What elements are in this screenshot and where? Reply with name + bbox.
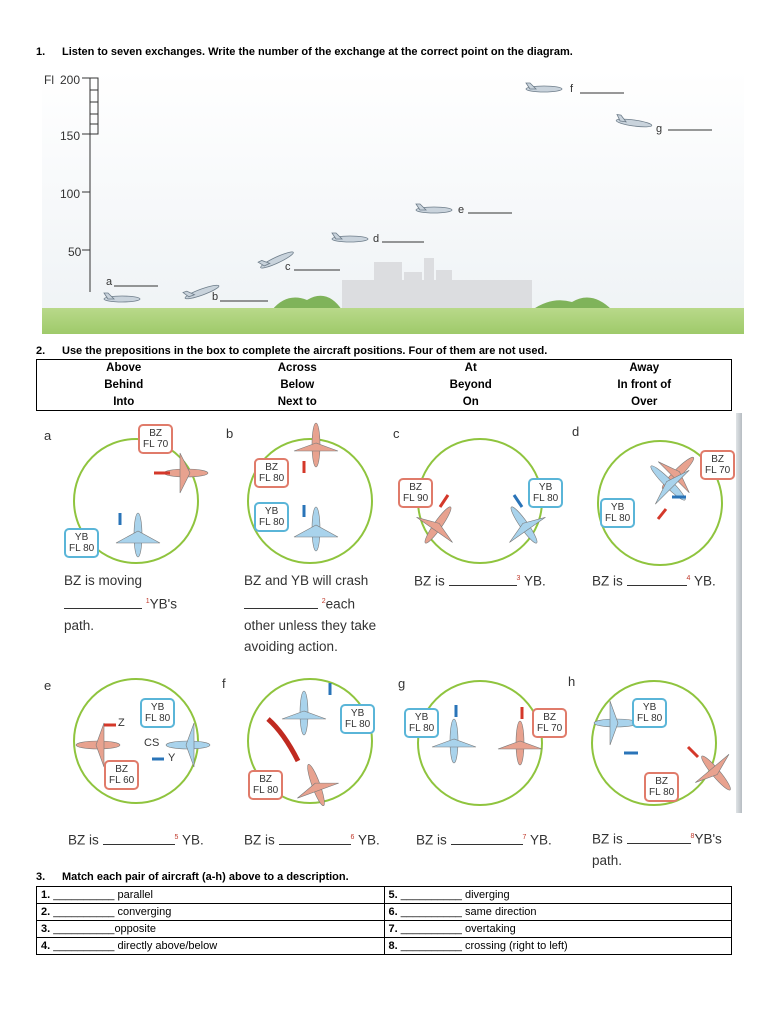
answer-blank[interactable]: __________ xyxy=(53,906,115,918)
panel-letter: d xyxy=(572,424,580,439)
answer-blank[interactable]: __________ xyxy=(53,923,115,935)
answer-blank[interactable]: __________ xyxy=(53,889,115,901)
curved-arrow-icon xyxy=(268,719,298,761)
panel-letter: e xyxy=(44,678,52,693)
yb-tag: YB FL 80 xyxy=(404,708,439,738)
bz-tag: BZ FL 70 xyxy=(532,708,567,738)
preposition-word: In front of xyxy=(617,379,672,391)
question-number: 1. xyxy=(36,46,46,58)
yb-tag: YB FL 80 xyxy=(254,502,289,532)
plane-label: c xyxy=(285,261,291,273)
caption-h: BZ is $^8$YB's path. xyxy=(592,826,742,871)
bz-tag: BZ FL 70 xyxy=(138,424,173,454)
panel-letter: f xyxy=(222,676,226,691)
panel-letter: c xyxy=(393,426,400,441)
yb-tag: YB FL 80 xyxy=(528,478,563,508)
question-text: Match each pair of aircraft (a-h) above to a description. xyxy=(62,871,349,883)
tick-label: 100 xyxy=(60,187,81,201)
altitude-diagram xyxy=(42,70,744,334)
yb-tag: YB FL 80 xyxy=(140,698,175,728)
plane-icon xyxy=(116,513,160,557)
answer-blank[interactable]: __________ xyxy=(53,940,115,952)
question-number: 3. xyxy=(36,871,46,883)
question-1 xyxy=(36,46,573,58)
preposition-word: Into xyxy=(113,396,135,408)
plane-icon xyxy=(294,423,338,467)
panel-letter: g xyxy=(398,676,406,691)
plane-label: a xyxy=(106,276,113,288)
panel-letter: h xyxy=(568,674,576,689)
caption-a: BZ is moving $^1$YB's path. xyxy=(64,573,178,633)
table-row: 4. __________ directly above/below 8. __________ crossing (right to left) xyxy=(37,938,732,955)
answer-blank[interactable]: __________ xyxy=(400,940,462,952)
bz-tag: BZ FL 60 xyxy=(104,760,139,790)
table-row: 1. __________ parallel 5. __________ diverging xyxy=(37,887,732,904)
arrow-down-left-icon xyxy=(658,509,666,519)
label-z: Z xyxy=(118,717,125,729)
plane-icon xyxy=(282,691,326,735)
caption-f: BZ is $^6$ YB. xyxy=(244,827,404,851)
arrow-up-left-icon xyxy=(514,495,522,507)
preposition-box xyxy=(36,359,732,411)
arrow-down-right-icon xyxy=(688,747,698,757)
question-text: Listen to seven exchanges. Write the number of the exchange at the correct point on the diagram. xyxy=(62,46,573,58)
bz-tag: BZ FL 80 xyxy=(644,772,679,802)
bz-tag: BZ FL 90 xyxy=(398,478,433,508)
tick-label: 200 xyxy=(60,73,81,87)
preposition-word: Above xyxy=(106,362,142,374)
answer-blank[interactable] xyxy=(627,571,687,586)
caption-b: BZ and YB will crash $^2$each other unless they take avoiding action. xyxy=(244,573,377,654)
preposition-word: Next to xyxy=(277,396,317,408)
question-text: Use the prepositions in the box to complete the aircraft positions. Four of them are not used. xyxy=(62,345,548,357)
yb-tag: YB FL 80 xyxy=(64,528,99,558)
panel-letter: a xyxy=(44,428,52,443)
caption-c: BZ is $^3$ YB. xyxy=(414,568,574,592)
answer-blank[interactable] xyxy=(103,830,175,845)
table-row: 3. __________opposite 7. __________ overtaking xyxy=(37,921,732,938)
preposition-word: At xyxy=(464,362,477,374)
plane-label: b xyxy=(212,291,219,303)
answer-blank[interactable] xyxy=(244,594,318,609)
arrow-up-right-icon xyxy=(440,495,448,507)
answer-blank[interactable]: __________ xyxy=(400,923,462,935)
answer-blank[interactable] xyxy=(279,830,351,845)
caption-g: BZ is $^7$ YB. xyxy=(416,827,576,851)
caption-d: BZ is $^4$ YB. xyxy=(592,568,742,592)
axis-title: Fl xyxy=(44,73,54,87)
plane-label: d xyxy=(373,233,380,245)
plane-label: g xyxy=(656,123,663,135)
yb-tag: YB FL 80 xyxy=(600,498,635,528)
answer-blank[interactable] xyxy=(64,594,142,609)
question-2 xyxy=(36,345,547,357)
preposition-word: Across xyxy=(277,362,317,374)
match-table xyxy=(36,886,732,955)
bz-tag: BZ FL 70 xyxy=(700,450,735,480)
label-y: Y xyxy=(168,752,176,764)
bz-tag: BZ FL 80 xyxy=(254,458,289,488)
answer-blank[interactable] xyxy=(449,571,517,586)
answer-blank[interactable]: __________ xyxy=(400,889,462,901)
answer-blank[interactable] xyxy=(451,830,523,845)
preposition-word: Beyond xyxy=(449,379,492,391)
plane-label: e xyxy=(458,204,465,216)
bz-tag: BZ FL 80 xyxy=(248,770,283,800)
tick-label: 50 xyxy=(68,245,82,259)
yb-tag: YB FL 80 xyxy=(632,698,667,728)
question-number: 2. xyxy=(36,345,46,357)
plane-icon xyxy=(294,507,338,551)
preposition-word: Over xyxy=(631,396,658,408)
preposition-word: Away xyxy=(629,362,660,374)
label-cs: CS xyxy=(144,737,160,749)
caption-e: BZ is $^5$ YB. xyxy=(68,827,228,851)
tick-label: 150 xyxy=(60,129,81,143)
answer-blank[interactable]: __________ xyxy=(400,906,462,918)
plane-icon xyxy=(288,757,344,813)
panel-letter: b xyxy=(226,426,234,441)
plane-label: f xyxy=(570,83,574,95)
preposition-word: On xyxy=(462,396,479,408)
plane-icon xyxy=(164,453,208,493)
yb-tag: YB FL 80 xyxy=(340,704,375,734)
preposition-word: Below xyxy=(280,379,315,391)
preposition-word: Behind xyxy=(104,379,144,391)
table-row: 2. __________ converging 6. __________ same direction xyxy=(37,904,732,921)
question-3 xyxy=(36,871,349,883)
answer-blank[interactable] xyxy=(627,829,691,844)
